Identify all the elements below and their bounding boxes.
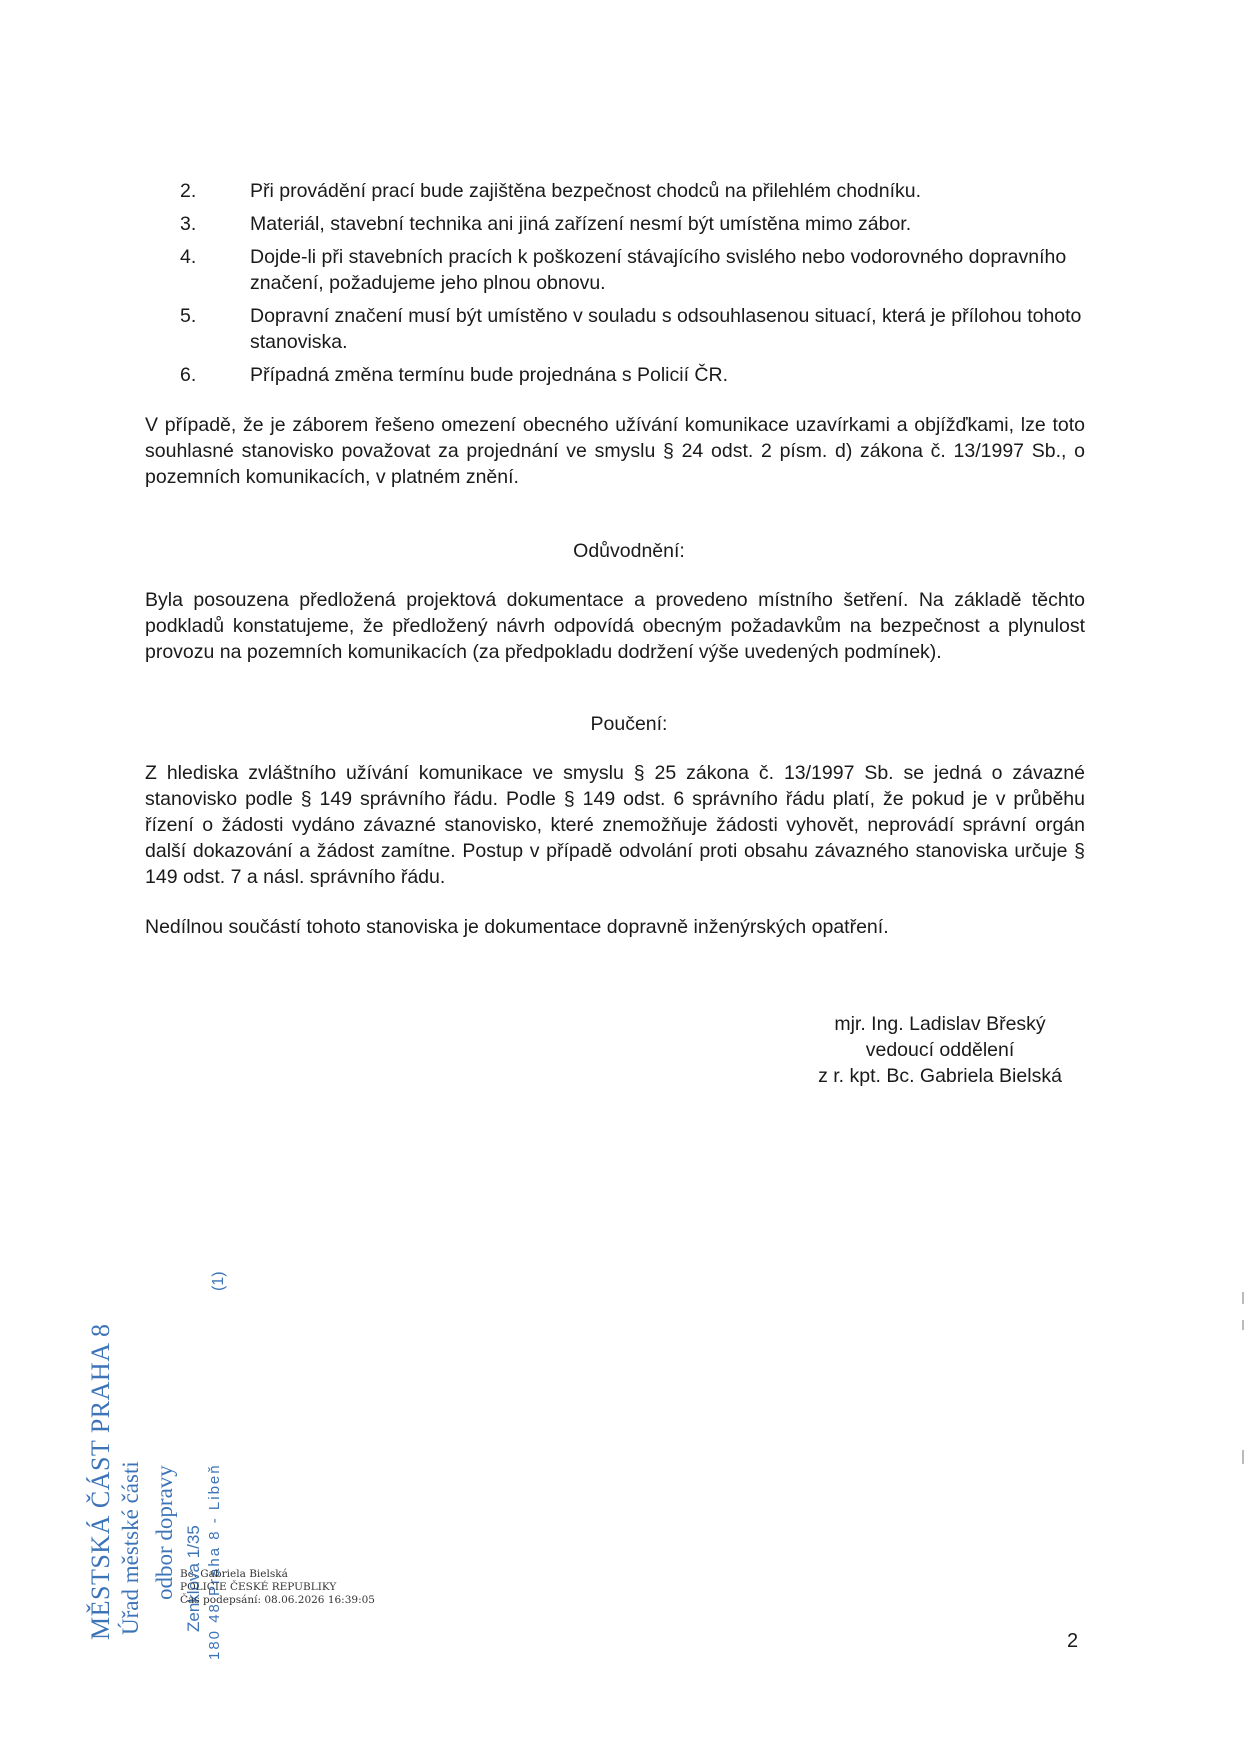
signer-name: mjr. Ing. Ladislav Břeský [834, 1013, 1046, 1035]
list-item-text: Materiál, stavební technika ani jiná zařízení nesmí být umístěna mimo zábor. [250, 213, 912, 235]
stamp-line-4: Zenklova 1/35 [184, 1525, 203, 1632]
instruction-heading: Poučení: [590, 713, 668, 735]
list-item [178, 211, 1084, 237]
justification-text: Byla posouzena předložená projektová dokumentace a provedeno místního šetření. Na základě těchto podkladů konstatujeme, že předložený návrh odpovídá obecným požadavkům na bezpečnost a plynulost provozu na pozemních komunikacích (za předpokladu dodržení výše uvedených podmínek). [145, 589, 1085, 663]
page-number: 2 [1067, 1630, 1079, 1652]
list-item-number: 6. [180, 364, 197, 386]
stamp-line-2: Úřad městské části [118, 1461, 143, 1635]
justification-heading: Odůvodnění: [573, 540, 685, 562]
list-item [178, 178, 1084, 204]
list-item [178, 244, 1084, 296]
list-item-text: Při provádění prací bude zajištěna bezpečnost chodců na přilehlém chodníku. [250, 180, 921, 202]
list-item-number: 2. [180, 180, 197, 202]
closure-paragraph: V případě, že je záborem řešeno omezení obecného užívání komunikace uzavírkami a objížďkami, lze toto souhlasné stanovisko považovat za projednání ve smyslu § 24 odst. 2 písm. d) zákona č. 13/1997 Sb., o pozemních komunikacích, v platném znění. [145, 414, 1085, 488]
scan-mark [1242, 1450, 1244, 1464]
list-item-number: 3. [180, 213, 197, 235]
scan-mark [1242, 1320, 1244, 1330]
list-item [178, 303, 1084, 355]
list-item-number: 4. [180, 246, 197, 268]
scan-mark [1242, 1292, 1244, 1304]
esign-timestamp: Čas podepsání: 08.06.2026 16:39:05 [180, 1594, 375, 1606]
list-item [178, 362, 1084, 388]
esign-signer: Bc. Gabriela Bielská [180, 1568, 288, 1580]
signed-on-behalf: z r. kpt. Bc. Gabriela Bielská [818, 1065, 1062, 1087]
stamp-line-5: 180 48 Praha 8 - Libeň [206, 1463, 223, 1660]
esign-organization: POLICIE ČESKÉ REPUBLIKY [180, 1581, 337, 1593]
instruction-text: Z hlediska zvláštního užívání komunikace ve smyslu § 25 zákona č. 13/1997 Sb. se jedná o závazné stanovisko podle § 149 správního řádu. Podle § 149 odst. 6 správního řádu platí, že pokud je v průběhu řízení o žádosti vydáno závazné stanovisko, které znemožňuje žádosti vyhovět, neprovádí správní orgán další dokazování a žádost zamítne. Postup v případě odvolání proti obsahu závazného stanoviska určuje § 149 odst. 7 a násl. správního řádu. [145, 762, 1085, 888]
attachment-note: Nedílnou součástí tohoto stanoviska je dokumentace dopravně inženýrských opatření. [145, 916, 889, 938]
stamp-line-6: (1) [210, 1271, 227, 1291]
stamp-line-3: odbor dopravy [152, 1465, 177, 1600]
list-item-text: Dopravní značení musí být umístěno v souladu s odsouhlasenou situací, která je přílohou tohoto stanoviska. [250, 305, 1082, 353]
list-item-text: Dojde-li při stavebních pracích k poškození stávajícího svislého nebo vodorovného dopravního značení, požadujeme jeho plnou obnovu. [250, 246, 1067, 294]
signer-role: vedoucí oddělení [865, 1039, 1015, 1061]
list-item-number: 5. [180, 305, 197, 327]
stamp-line-1: MĚSTSKÁ ČÁST PRAHA 8 [86, 1323, 115, 1640]
signature-block [760, 1011, 1120, 1089]
electronic-signature [180, 1568, 375, 1607]
list-item-text: Případná změna termínu bude projednána s Policií ČR. [250, 364, 729, 386]
conditions-list [178, 178, 1084, 395]
office-stamp [72, 1271, 432, 1670]
